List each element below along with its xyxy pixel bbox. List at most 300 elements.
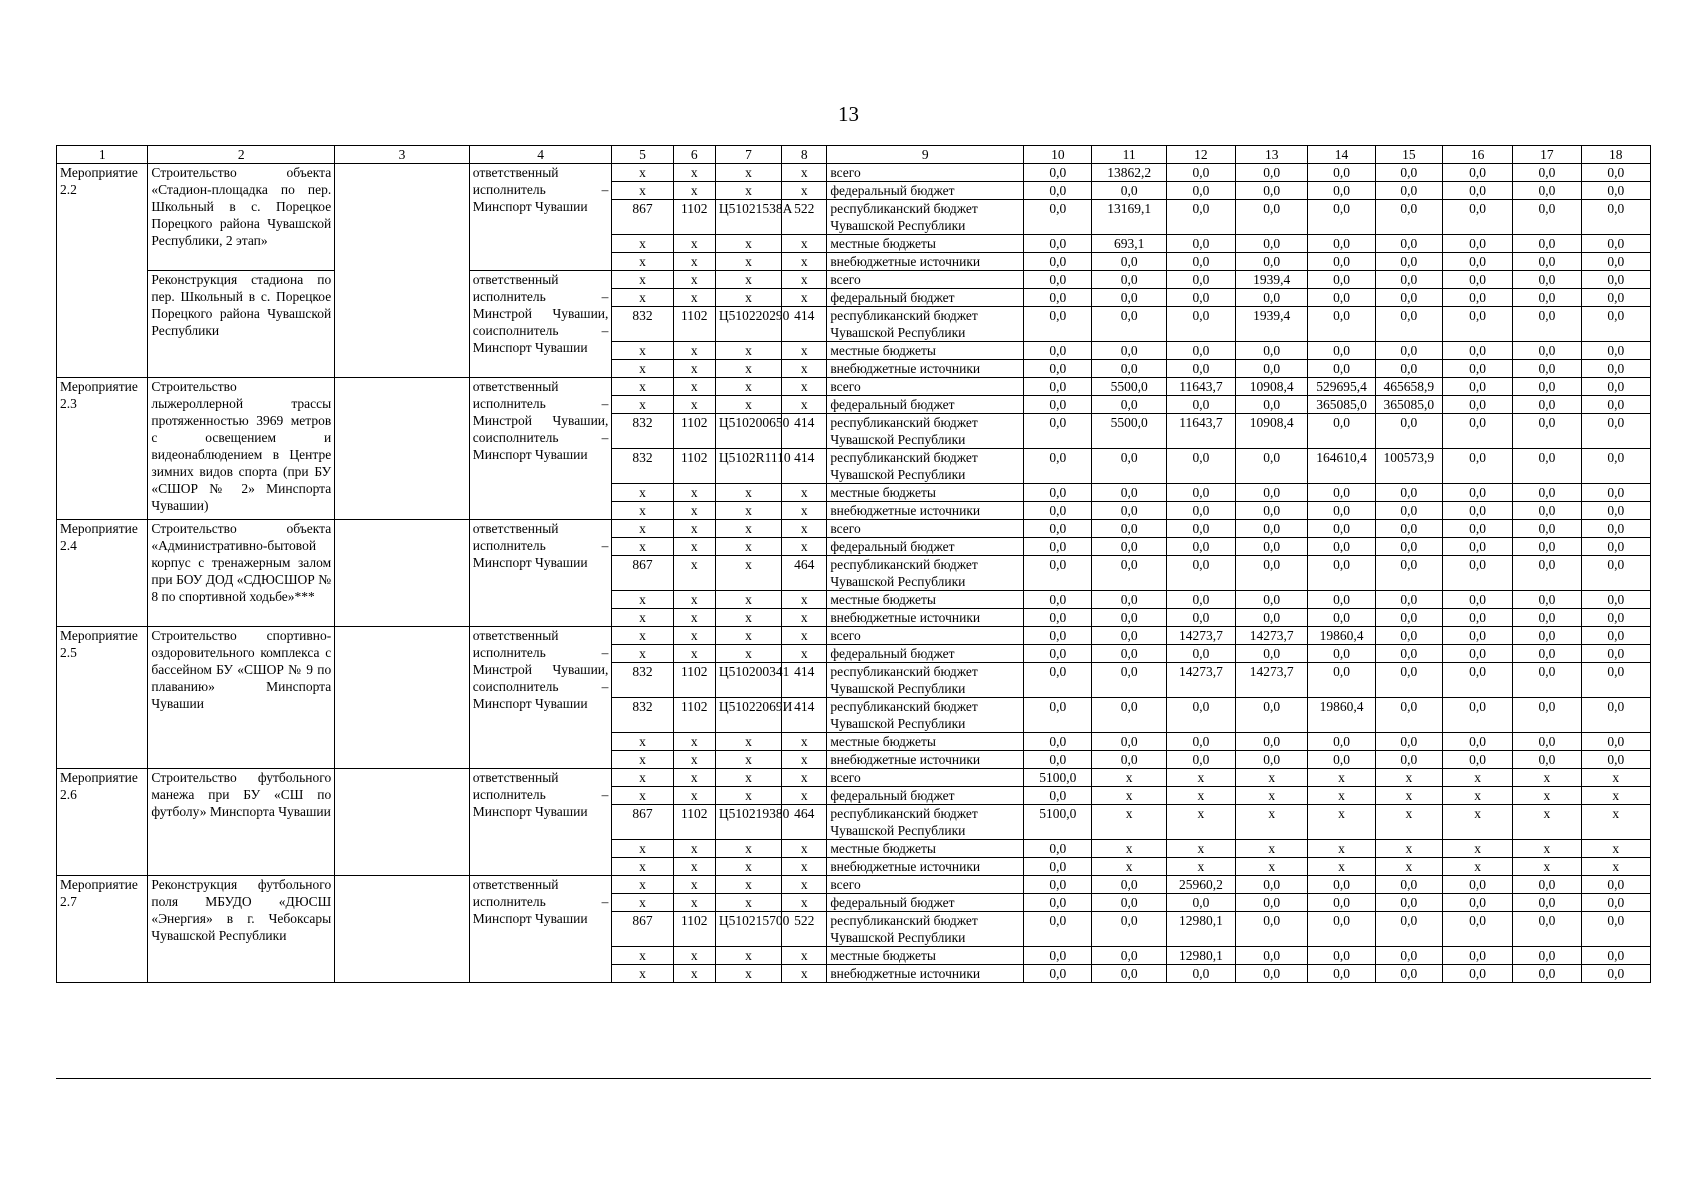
event-cell: Мероприятие 2.5: [57, 627, 148, 769]
amount-cell: 0,0: [1166, 502, 1235, 520]
amount-cell: 0,0: [1442, 271, 1512, 289]
amount-cell: 0,0: [1236, 609, 1308, 627]
amount-cell: 0,0: [1236, 556, 1308, 591]
amount-cell: 0,0: [1513, 235, 1581, 253]
budget-code-cell: x: [715, 733, 781, 751]
amount-cell: x: [1442, 840, 1512, 858]
column-3-cell: [335, 627, 470, 769]
budget-code-cell: x: [612, 164, 673, 182]
amount-cell: 0,0: [1092, 396, 1166, 414]
amount-cell: 0,0: [1236, 484, 1308, 502]
amount-cell: 14273,7: [1236, 627, 1308, 645]
amount-cell: x: [1308, 805, 1375, 840]
budget-code-cell: 832: [612, 663, 673, 698]
budget-code-cell: x: [782, 289, 827, 307]
amount-cell: 0,0: [1581, 378, 1650, 396]
budget-code-cell: x: [673, 876, 715, 894]
budget-code-cell: x: [673, 378, 715, 396]
budget-code-cell: x: [673, 520, 715, 538]
amount-cell: 0,0: [1513, 449, 1581, 484]
budget-code-cell: x: [715, 520, 781, 538]
event-cell: Мероприятие 2.2: [57, 164, 148, 378]
budget-code-cell: Ц5102R1110: [715, 449, 781, 484]
budget-code-cell: x: [782, 609, 827, 627]
budget-code-cell: 832: [612, 698, 673, 733]
project-name-cell: Реконструкция стадиона по пер. Школьный в с. Порецкое Порецкого района Чувашской Республики: [148, 271, 335, 378]
amount-cell: x: [1092, 787, 1166, 805]
amount-cell: 0,0: [1581, 182, 1650, 200]
amount-cell: 0,0: [1166, 556, 1235, 591]
amount-cell: 0,0: [1024, 751, 1092, 769]
amount-cell: 0,0: [1581, 200, 1650, 235]
responsible-cell: ответственный исполнитель – Минспорт Чувашии: [469, 164, 612, 271]
amount-cell: 0,0: [1024, 556, 1092, 591]
amount-cell: 529695,4: [1308, 378, 1375, 396]
amount-cell: 0,0: [1442, 378, 1512, 396]
budget-code-cell: x: [715, 876, 781, 894]
amount-cell: 0,0: [1092, 538, 1166, 556]
amount-cell: 0,0: [1442, 235, 1512, 253]
budget-code-cell: x: [715, 840, 781, 858]
amount-cell: 0,0: [1092, 182, 1166, 200]
budget-code-cell: 832: [612, 449, 673, 484]
project-name-cell: Строительство футбольного манежа при БУ «СШ по футболу» Минспорта Чувашии: [148, 769, 335, 876]
amount-cell: 0,0: [1092, 751, 1166, 769]
funding-source-cell: местные бюджеты: [827, 840, 1024, 858]
funding-source-cell: внебюджетные источники: [827, 609, 1024, 627]
budget-table: [56, 145, 1651, 983]
amount-cell: 0,0: [1513, 556, 1581, 591]
amount-cell: 0,0: [1166, 289, 1235, 307]
amount-cell: 0,0: [1092, 360, 1166, 378]
budget-code-cell: x: [673, 840, 715, 858]
budget-code-cell: x: [715, 609, 781, 627]
amount-cell: x: [1581, 787, 1650, 805]
column-number-cell: 15: [1375, 146, 1442, 164]
project-name-cell: Строительство спортивно-оздоровительного комплекса с бассейном БУ «СШОР № 9 по плаванию» Минспорта Чувашии: [148, 627, 335, 769]
amount-cell: 0,0: [1236, 591, 1308, 609]
budget-code-cell: x: [673, 235, 715, 253]
amount-cell: 0,0: [1024, 378, 1092, 396]
funding-source-cell: всего: [827, 378, 1024, 396]
amount-cell: 0,0: [1442, 965, 1512, 983]
amount-cell: 0,0: [1236, 289, 1308, 307]
amount-cell: 0,0: [1166, 271, 1235, 289]
column-number-cell: 10: [1024, 146, 1092, 164]
budget-code-cell: x: [715, 235, 781, 253]
amount-cell: 0,0: [1513, 360, 1581, 378]
amount-cell: 0,0: [1166, 894, 1235, 912]
event-cell: Мероприятие 2.7: [57, 876, 148, 983]
amount-cell: 0,0: [1513, 645, 1581, 663]
budget-code-cell: x: [782, 876, 827, 894]
amount-cell: 0,0: [1581, 751, 1650, 769]
column-3-cell: [335, 378, 470, 520]
funding-source-cell: республиканский бюджет Чувашской Республики: [827, 805, 1024, 840]
budget-code-cell: x: [673, 894, 715, 912]
amount-cell: 0,0: [1442, 912, 1512, 947]
amount-cell: 0,0: [1166, 591, 1235, 609]
column-3-cell: [335, 164, 470, 378]
amount-cell: 0,0: [1236, 947, 1308, 965]
amount-cell: 0,0: [1442, 307, 1512, 342]
amount-cell: 0,0: [1581, 360, 1650, 378]
budget-code-cell: x: [715, 253, 781, 271]
budget-code-cell: x: [715, 627, 781, 645]
budget-code-cell: x: [782, 787, 827, 805]
funding-source-cell: внебюджетные источники: [827, 751, 1024, 769]
amount-cell: 0,0: [1236, 449, 1308, 484]
column-number-cell: 3: [335, 146, 470, 164]
amount-cell: 0,0: [1513, 253, 1581, 271]
budget-code-cell: x: [612, 787, 673, 805]
budget-code-cell: 1102: [673, 912, 715, 947]
amount-cell: 0,0: [1581, 289, 1650, 307]
amount-cell: x: [1308, 787, 1375, 805]
amount-cell: x: [1092, 858, 1166, 876]
budget-code-cell: 464: [782, 805, 827, 840]
amount-cell: 0,0: [1442, 627, 1512, 645]
budget-code-cell: x: [715, 769, 781, 787]
budget-code-cell: x: [612, 484, 673, 502]
funding-source-cell: всего: [827, 876, 1024, 894]
budget-code-cell: x: [782, 271, 827, 289]
responsible-cell: ответственный исполнитель – Минстрой Чувашии, соисполнитель – Минспорт Чувашии: [469, 627, 612, 769]
amount-cell: 0,0: [1308, 947, 1375, 965]
amount-cell: 0,0: [1308, 484, 1375, 502]
amount-cell: 0,0: [1236, 235, 1308, 253]
budget-code-cell: x: [612, 751, 673, 769]
amount-cell: x: [1375, 805, 1442, 840]
amount-cell: 0,0: [1166, 182, 1235, 200]
budget-code-cell: x: [612, 396, 673, 414]
budget-code-cell: 1102: [673, 805, 715, 840]
amount-cell: 5500,0: [1092, 378, 1166, 396]
amount-cell: 12980,1: [1166, 947, 1235, 965]
budget-code-cell: x: [612, 289, 673, 307]
amount-cell: x: [1442, 858, 1512, 876]
amount-cell: 0,0: [1513, 396, 1581, 414]
event-cell: Мероприятие 2.4: [57, 520, 148, 627]
budget-code-cell: x: [673, 182, 715, 200]
table-row: [57, 627, 1651, 645]
amount-cell: 465658,9: [1375, 378, 1442, 396]
amount-cell: 0,0: [1581, 698, 1650, 733]
budget-code-cell: x: [782, 360, 827, 378]
funding-source-cell: всего: [827, 520, 1024, 538]
page-number: 13: [838, 102, 859, 126]
amount-cell: x: [1236, 769, 1308, 787]
amount-cell: 0,0: [1236, 912, 1308, 947]
amount-cell: 0,0: [1442, 520, 1512, 538]
amount-cell: 10908,4: [1236, 378, 1308, 396]
budget-code-cell: 867: [612, 805, 673, 840]
amount-cell: 5500,0: [1092, 414, 1166, 449]
budget-code-cell: 414: [782, 307, 827, 342]
budget-code-cell: Ц510215700: [715, 912, 781, 947]
amount-cell: 0,0: [1024, 645, 1092, 663]
amount-cell: 0,0: [1442, 342, 1512, 360]
amount-cell: 0,0: [1236, 733, 1308, 751]
amount-cell: 0,0: [1092, 342, 1166, 360]
amount-cell: x: [1581, 840, 1650, 858]
budget-code-cell: Ц510220290: [715, 307, 781, 342]
amount-cell: 0,0: [1513, 414, 1581, 449]
amount-cell: 0,0: [1092, 947, 1166, 965]
budget-code-cell: Ц51021538А: [715, 200, 781, 235]
amount-cell: 0,0: [1375, 484, 1442, 502]
amount-cell: 0,0: [1166, 751, 1235, 769]
budget-code-cell: 414: [782, 414, 827, 449]
amount-cell: 0,0: [1442, 200, 1512, 235]
amount-cell: 25960,2: [1166, 876, 1235, 894]
amount-cell: 0,0: [1581, 894, 1650, 912]
budget-code-cell: x: [673, 947, 715, 965]
budget-code-cell: 867: [612, 912, 673, 947]
amount-cell: 0,0: [1024, 396, 1092, 414]
budget-code-cell: x: [612, 894, 673, 912]
amount-cell: x: [1442, 787, 1512, 805]
amount-cell: 14273,7: [1236, 663, 1308, 698]
amount-cell: 0,0: [1581, 449, 1650, 484]
amount-cell: 0,0: [1166, 698, 1235, 733]
budget-code-cell: x: [673, 556, 715, 591]
budget-code-cell: x: [782, 502, 827, 520]
amount-cell: 0,0: [1581, 947, 1650, 965]
column-number-cell: 8: [782, 146, 827, 164]
amount-cell: 0,0: [1166, 342, 1235, 360]
budget-code-cell: x: [673, 538, 715, 556]
amount-cell: 693,1: [1092, 235, 1166, 253]
amount-cell: 0,0: [1375, 164, 1442, 182]
budget-code-cell: x: [612, 182, 673, 200]
budget-code-cell: x: [782, 342, 827, 360]
budget-code-cell: x: [673, 253, 715, 271]
budget-code-cell: 1102: [673, 307, 715, 342]
amount-cell: 0,0: [1513, 502, 1581, 520]
amount-cell: 0,0: [1308, 663, 1375, 698]
budget-code-cell: x: [782, 235, 827, 253]
amount-cell: x: [1513, 840, 1581, 858]
budget-code-cell: x: [715, 396, 781, 414]
amount-cell: 0,0: [1092, 663, 1166, 698]
budget-code-cell: x: [612, 876, 673, 894]
amount-cell: 0,0: [1024, 858, 1092, 876]
amount-cell: 0,0: [1024, 182, 1092, 200]
amount-cell: 0,0: [1024, 307, 1092, 342]
column-number-cell: 14: [1308, 146, 1375, 164]
column-3-cell: [335, 520, 470, 627]
amount-cell: 0,0: [1513, 663, 1581, 698]
amount-cell: 0,0: [1308, 342, 1375, 360]
budget-code-cell: x: [782, 396, 827, 414]
funding-source-cell: внебюджетные источники: [827, 502, 1024, 520]
responsible-cell: ответственный исполнитель – Минспорт Чувашии: [469, 876, 612, 983]
column-number-cell: 11: [1092, 146, 1166, 164]
amount-cell: 0,0: [1308, 538, 1375, 556]
amount-cell: 0,0: [1442, 894, 1512, 912]
amount-cell: 0,0: [1581, 912, 1650, 947]
amount-cell: 0,0: [1024, 253, 1092, 271]
amount-cell: 0,0: [1308, 200, 1375, 235]
amount-cell: 0,0: [1092, 733, 1166, 751]
column-number-cell: 6: [673, 146, 715, 164]
funding-source-cell: всего: [827, 769, 1024, 787]
amount-cell: 0,0: [1308, 235, 1375, 253]
funding-source-cell: внебюджетные источники: [827, 965, 1024, 983]
budget-code-cell: x: [782, 378, 827, 396]
amount-cell: 0,0: [1308, 645, 1375, 663]
amount-cell: 0,0: [1442, 164, 1512, 182]
budget-code-cell: Ц510219380: [715, 805, 781, 840]
budget-code-cell: x: [715, 271, 781, 289]
budget-code-cell: Ц51022069И: [715, 698, 781, 733]
project-name-cell: Строительство лыжероллерной трассы протяженностью 3969 метров с освещением и видеонаблюдением в Центре зимних видов спорта (при БУ «СШОР № 2» Минспорта Чувашии): [148, 378, 335, 520]
amount-cell: 0,0: [1581, 235, 1650, 253]
budget-code-cell: 867: [612, 556, 673, 591]
amount-cell: 0,0: [1092, 271, 1166, 289]
amount-cell: 0,0: [1092, 912, 1166, 947]
budget-code-cell: x: [673, 271, 715, 289]
budget-code-cell: x: [782, 645, 827, 663]
amount-cell: 0,0: [1166, 609, 1235, 627]
funding-source-cell: местные бюджеты: [827, 591, 1024, 609]
amount-cell: 0,0: [1375, 253, 1442, 271]
amount-cell: 14273,7: [1166, 663, 1235, 698]
budget-code-cell: x: [782, 520, 827, 538]
amount-cell: x: [1166, 840, 1235, 858]
budget-code-cell: x: [715, 182, 781, 200]
amount-cell: 0,0: [1236, 876, 1308, 894]
amount-cell: 0,0: [1513, 698, 1581, 733]
budget-code-cell: x: [612, 235, 673, 253]
funding-source-cell: федеральный бюджет: [827, 289, 1024, 307]
budget-code-cell: x: [612, 342, 673, 360]
budget-code-cell: 414: [782, 698, 827, 733]
amount-cell: x: [1513, 858, 1581, 876]
amount-cell: 0,0: [1513, 965, 1581, 983]
amount-cell: 0,0: [1024, 484, 1092, 502]
amount-cell: 0,0: [1024, 591, 1092, 609]
budget-code-cell: x: [612, 645, 673, 663]
table-row: [57, 769, 1651, 787]
amount-cell: 0,0: [1375, 271, 1442, 289]
amount-cell: 0,0: [1375, 663, 1442, 698]
amount-cell: 0,0: [1024, 698, 1092, 733]
amount-cell: x: [1513, 805, 1581, 840]
column-3-cell: [335, 876, 470, 983]
amount-cell: 0,0: [1308, 894, 1375, 912]
amount-cell: 0,0: [1375, 645, 1442, 663]
amount-cell: 365085,0: [1375, 396, 1442, 414]
amount-cell: x: [1442, 805, 1512, 840]
budget-code-cell: x: [715, 645, 781, 663]
budget-code-cell: x: [782, 733, 827, 751]
column-number-cell: 1: [57, 146, 148, 164]
amount-cell: 0,0: [1375, 556, 1442, 591]
amount-cell: 0,0: [1442, 751, 1512, 769]
budget-code-cell: 832: [612, 414, 673, 449]
amount-cell: 0,0: [1375, 414, 1442, 449]
amount-cell: 0,0: [1308, 253, 1375, 271]
budget-code-cell: x: [715, 164, 781, 182]
amount-cell: 0,0: [1092, 591, 1166, 609]
amount-cell: 0,0: [1308, 307, 1375, 342]
funding-source-cell: республиканский бюджет Чувашской Республики: [827, 556, 1024, 591]
amount-cell: 0,0: [1513, 751, 1581, 769]
amount-cell: 0,0: [1166, 235, 1235, 253]
amount-cell: x: [1166, 858, 1235, 876]
amount-cell: 19860,4: [1308, 698, 1375, 733]
amount-cell: 100573,9: [1375, 449, 1442, 484]
amount-cell: x: [1513, 787, 1581, 805]
amount-cell: 0,0: [1024, 414, 1092, 449]
amount-cell: 0,0: [1375, 307, 1442, 342]
amount-cell: x: [1236, 840, 1308, 858]
amount-cell: 0,0: [1308, 360, 1375, 378]
funding-source-cell: внебюджетные источники: [827, 253, 1024, 271]
budget-code-cell: x: [715, 342, 781, 360]
amount-cell: 0,0: [1236, 502, 1308, 520]
amount-cell: 0,0: [1092, 876, 1166, 894]
table-row: [57, 378, 1651, 396]
budget-code-cell: x: [673, 858, 715, 876]
budget-code-cell: x: [782, 591, 827, 609]
table-row: [57, 271, 1651, 289]
amount-cell: 0,0: [1166, 200, 1235, 235]
amount-cell: 0,0: [1166, 645, 1235, 663]
amount-cell: 10908,4: [1236, 414, 1308, 449]
amount-cell: 0,0: [1513, 378, 1581, 396]
amount-cell: 0,0: [1236, 182, 1308, 200]
budget-code-cell: x: [612, 538, 673, 556]
budget-code-cell: x: [612, 591, 673, 609]
amount-cell: 0,0: [1581, 663, 1650, 698]
amount-cell: x: [1236, 787, 1308, 805]
amount-cell: 0,0: [1513, 271, 1581, 289]
responsible-cell: ответственный исполнитель – Минстрой Чувашии, соисполнитель – Минспорт Чувашии: [469, 271, 612, 378]
amount-cell: 0,0: [1375, 947, 1442, 965]
budget-code-cell: x: [782, 965, 827, 983]
amount-cell: 0,0: [1024, 840, 1092, 858]
amount-cell: 0,0: [1308, 271, 1375, 289]
amount-cell: 0,0: [1024, 912, 1092, 947]
amount-cell: 0,0: [1375, 591, 1442, 609]
amount-cell: 0,0: [1581, 609, 1650, 627]
funding-source-cell: местные бюджеты: [827, 342, 1024, 360]
budget-code-cell: x: [612, 378, 673, 396]
column-number-cell: 17: [1513, 146, 1581, 164]
amount-cell: 0,0: [1092, 609, 1166, 627]
amount-cell: 13169,1: [1092, 200, 1166, 235]
amount-cell: 0,0: [1513, 289, 1581, 307]
budget-code-cell: x: [673, 342, 715, 360]
amount-cell: 0,0: [1308, 609, 1375, 627]
amount-cell: 0,0: [1375, 912, 1442, 947]
amount-cell: 0,0: [1092, 894, 1166, 912]
amount-cell: 0,0: [1308, 289, 1375, 307]
amount-cell: 0,0: [1442, 538, 1512, 556]
amount-cell: 19860,4: [1308, 627, 1375, 645]
amount-cell: 0,0: [1024, 449, 1092, 484]
responsible-cell: ответственный исполнитель – Минспорт Чувашии: [469, 520, 612, 627]
event-cell: Мероприятие 2.3: [57, 378, 148, 520]
amount-cell: 0,0: [1236, 342, 1308, 360]
budget-code-cell: x: [715, 360, 781, 378]
amount-cell: 0,0: [1092, 645, 1166, 663]
funding-source-cell: местные бюджеты: [827, 947, 1024, 965]
budget-code-cell: x: [782, 751, 827, 769]
